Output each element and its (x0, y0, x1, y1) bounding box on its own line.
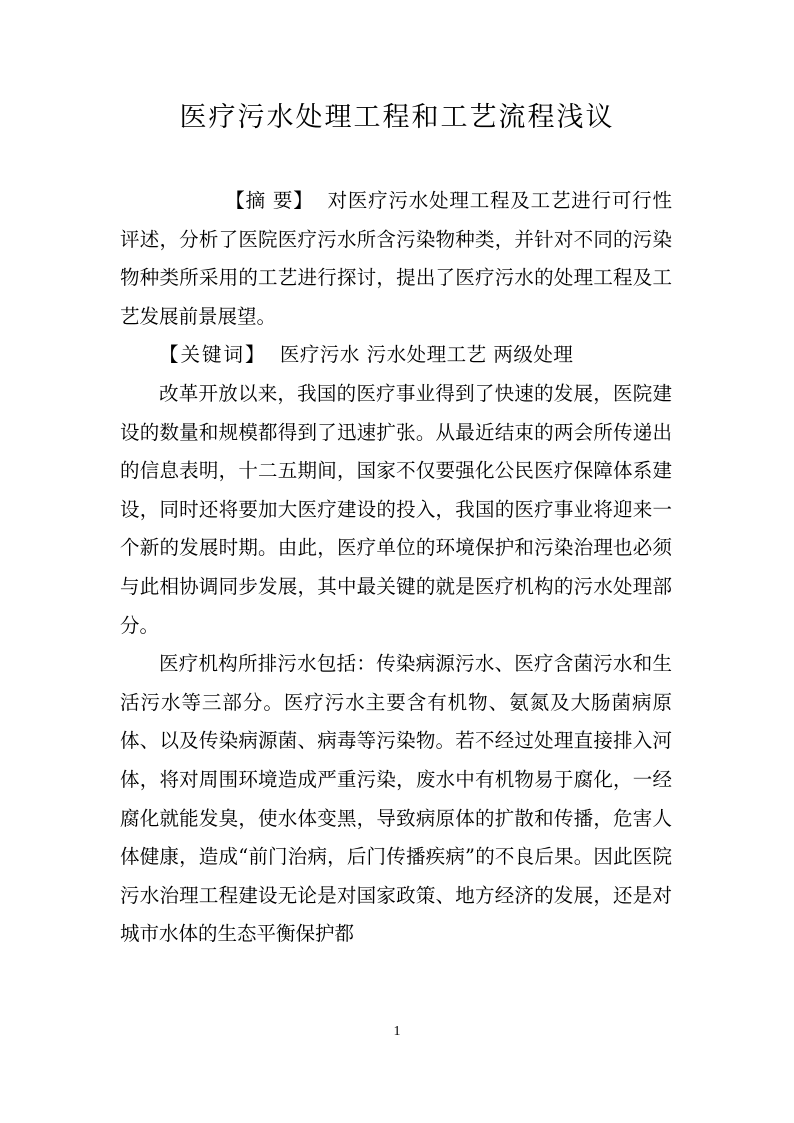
abstract-paragraph (120, 182, 672, 336)
document-body (120, 182, 672, 954)
keywords-paragraph (120, 336, 672, 375)
body-paragraph-1: 改革开放以来，我国的医疗事业得到了快速的发展，医院建设的数量和规模都得到了迅速扩张。从最近结束的两会所传递出的信息表明，十二五期间，国家不仅要强化公民医疗保障体系建设，同时还将要加大医疗建设的投入，我国的医疗事业将迎来一个新的发展时期。由此，医疗单位的环境保护和污染治理也必须与此相协调同步发展，其中最关键的就是医疗机构的污水处理部分。 (120, 381, 672, 637)
keywords-label: 【关键词】 (159, 343, 267, 367)
document-title: 医疗污水处理工程和工艺流程浅议 (179, 102, 615, 133)
abstract-label: 【摘 要】 (225, 189, 314, 212)
keywords-text: 医疗污水 污水处理工艺 两级处理 (279, 343, 574, 367)
page-number: 1 (393, 1024, 401, 1039)
body-paragraph-2: 医疗机构所排污水包括：传染病源污水、医疗含菌污水和生活污水等三部分。医疗污水主要含有机物、氨氮及大肠菌病原体、以及传染病源菌、病毒等污染物。若不经过处理直接排入河体，将对周围环境造成严重污染，废水中有机物易于腐化，一经腐化就能发臭，使水体变黑，导致病原体的扩散和传播，危害人体健康，造成“前门治病，后门传播疾病”的不良后果。因此医院污水治理工程建设无论是对国家政策、地方经济的发展，还是对城市水体的生态平衡保护都 (120, 652, 672, 946)
abstract-text: 对医疗污水处理工程及工艺进行可行性评述，分析了医院医疗污水所含污染物种类，并针对不同的污染物种类所采用的工艺进行探讨，提出了医疗污水的处理工程及工艺发展前景展望。 (120, 189, 672, 328)
